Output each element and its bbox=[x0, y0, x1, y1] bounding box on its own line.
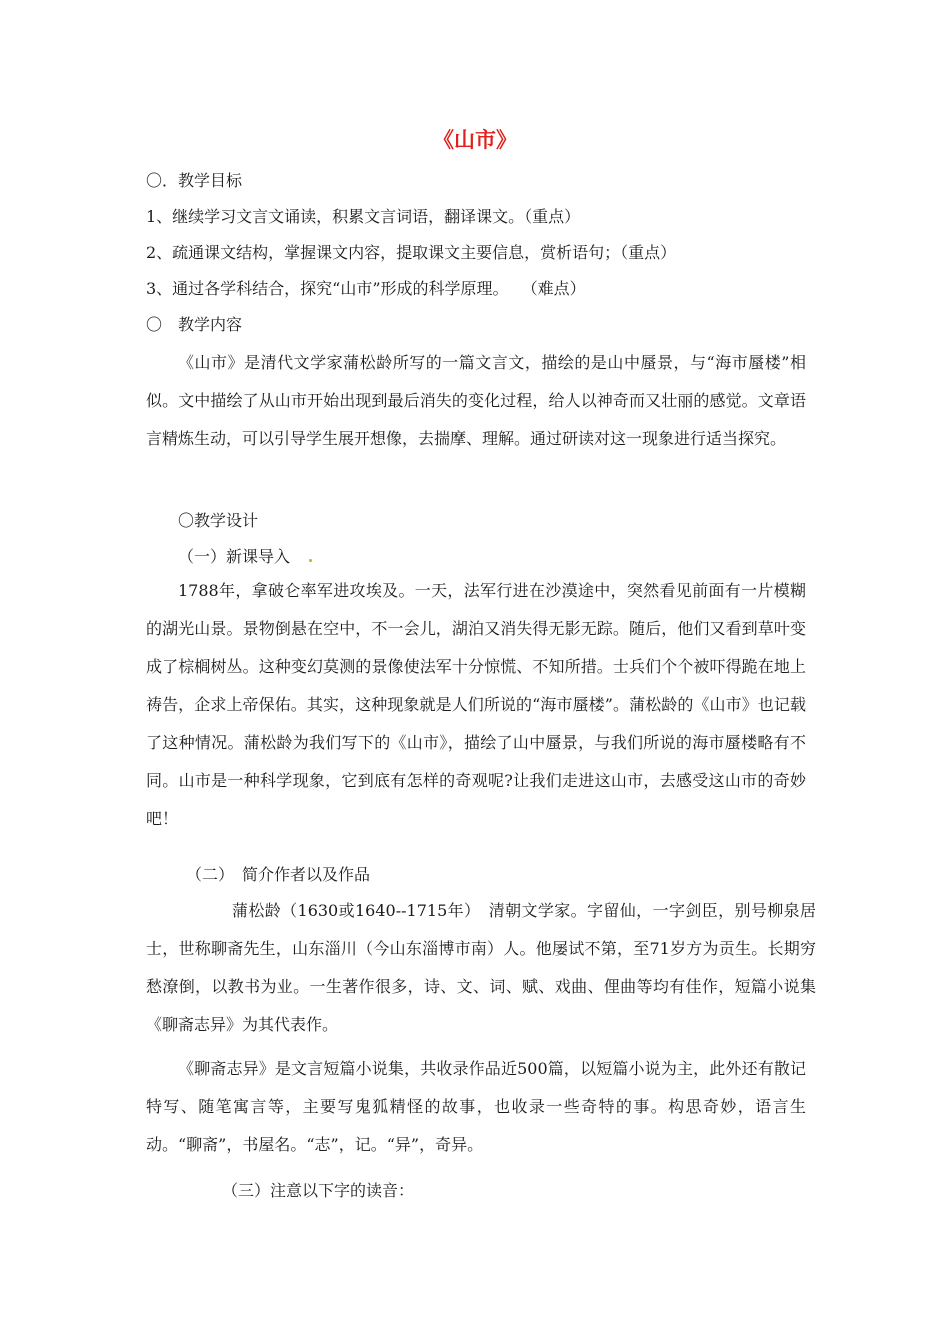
author-paragraph: 蒲松龄（1630或1640--1715年） 清朝文学家。字留仙，一字剑臣，别号柳泉居士，世称聊斋先生，山东淄川（今山东淄博市南）人。他屡试不第，至71岁方为贡生。长期穷愁潦倒，以教书为业。一生著作很多，诗、文、词、赋、戏曲、俚曲等均有佳作，短篇小说集《聊斋志异》为其代表作。 bbox=[146, 901, 816, 1034]
mark-dot bbox=[309, 559, 312, 562]
goal-item-1: 1、继续学习文言文诵读，积累文言词语，翻译课文。（重点） bbox=[146, 207, 581, 226]
section-heading-design: 〇教学设计 bbox=[178, 511, 259, 530]
content-paragraph: 《山市》是清代文学家蒲松龄所写的一篇文言文，描绘的是山中蜃景，与“海市蜃楼”相似。文中描绘了从山市开始出现到最后消失的变化过程，给人以神奇而又壮丽的感觉。文章语言精炼生动，可以引导学生展开想像，去揣摩、理解。通过研读对这一现象进行适当探究。 bbox=[146, 353, 806, 448]
goal-item-3: 3、通过各学科结合，探究“山市”形成的科学原理。 （难点） bbox=[146, 279, 586, 298]
intro-paragraph: 1788年，拿破仑率军进攻埃及。一天，法军行进在沙漠途中，突然看见前面有一片模糊的湖光山景。景物倒悬在空中，不一会儿，湖泊又消失得无影无踪。随后，他们又看到草叶变成了棕榈树丛。这种变幻莫测的景像使法军十分惊慌、不知所措。士兵们个个被吓得跪在地上祷告，企求上帝保佑。其实，这种现象就是人们所说的“海市蜃楼”。蒲松龄的《山市》也记载了这种情况。蒲松龄为我们写下的《山市》，描绘了山中蜃景，与我们所说的海市蜃楼略有不同。山市是一种科学现象，它到底有怎样的奇观呢?让我们走进这山市，去感受这山市的奇妙吧！ bbox=[146, 581, 806, 828]
subheading-intro bbox=[178, 546, 313, 568]
goal-item-2: 2、疏通课文结构，掌握课文内容，提取课文主要信息，赏析语句；（重点） bbox=[146, 243, 677, 262]
document-title: 《山市》 bbox=[433, 127, 517, 152]
section-heading-content: 〇 教学内容 bbox=[146, 315, 243, 334]
section-heading-goals: 〇．教学目标 bbox=[146, 171, 243, 190]
subheading-author: （二） 简介作者以及作品 bbox=[186, 865, 371, 884]
subheading-intro-text: （一）新课导入 bbox=[178, 547, 291, 566]
works-paragraph: 《聊斋志异》是文言短篇小说集，共收录作品近500篇，以短篇小说为主，此外还有散记特写、随笔寓言等，主要写鬼狐精怪的故事，也收录一些奇特的事。构思奇妙，语言生动。“聊斋”，书屋名。“志”，记。“异”，奇异。 bbox=[146, 1059, 806, 1154]
subheading-pronunciation: （三）注意以下字的读音： bbox=[222, 1181, 415, 1200]
